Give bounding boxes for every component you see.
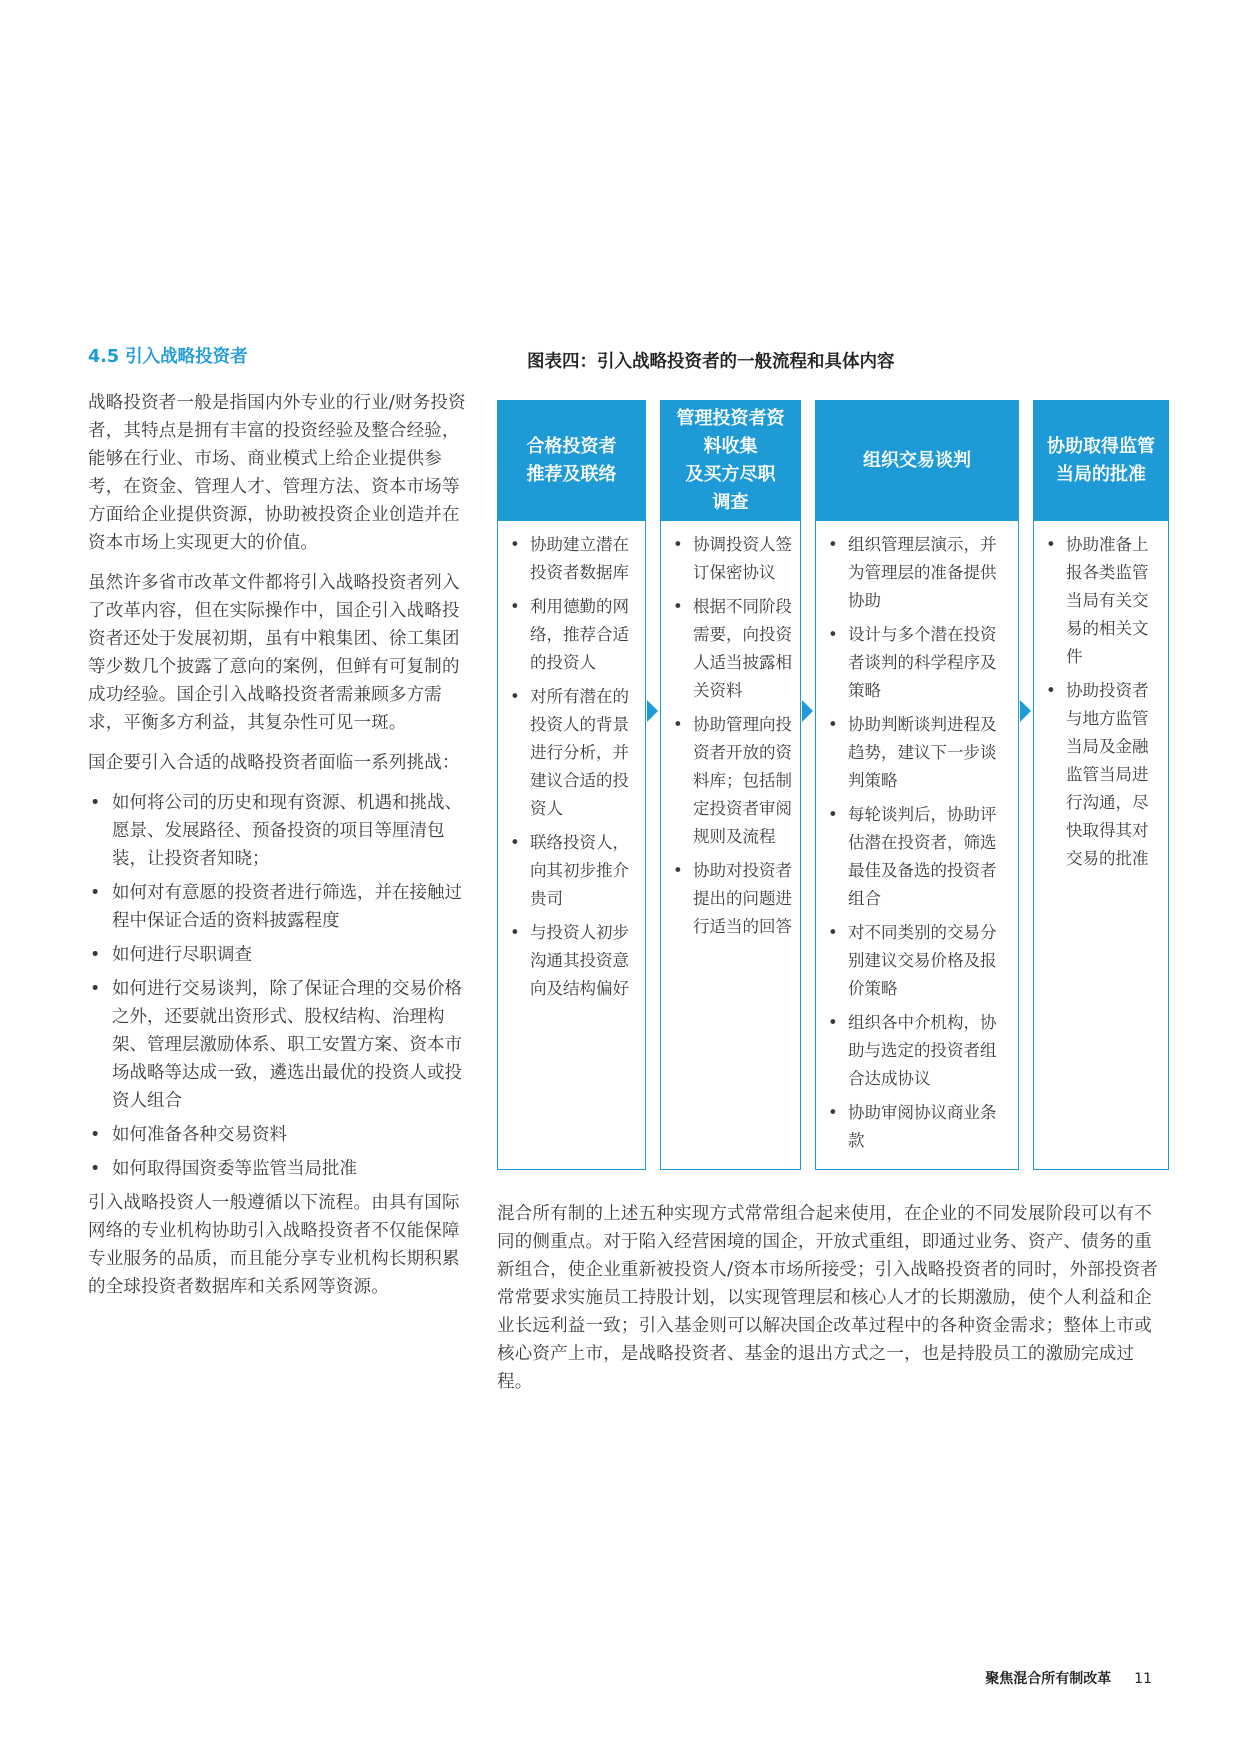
list-item: • 协助对投资者提出的问题进行适当的回答 — [669, 857, 792, 941]
footer-title: 聚焦混合所有制改革 — [985, 1671, 1112, 1687]
list-item: • 如何进行交易谈判，除了保证合理的交易价格之外，还要就出资形式、股权结构、治理构架、管理层激励体系、职工安置方案、资本市场战略等达成一致，遴选出最优的投资人或投资人组合 — [88, 975, 473, 1115]
list-item: • 如何进行尽职调查 — [88, 941, 473, 969]
list-item: • 如何对有意愿的投资者进行筛选，并在接触过程中保证合适的资料披露程度 — [88, 879, 473, 935]
list-item: • 每轮谈判后，协助评估潜在投资者，筛选最佳及备选的投资者组合 — [824, 801, 1010, 913]
list-item: • 对所有潜在的投资人的背景进行分析，并建议合适的投资人 — [506, 683, 637, 823]
process-flow — [497, 400, 1169, 1170]
stage-1-items — [498, 521, 645, 1003]
list-item: • 协助建立潜在投资者数据库 — [506, 531, 637, 587]
list-item: • 协助投资者与地方监管当局及金融监管当局进行沟通，尽快取得其对交易的批准 — [1042, 677, 1160, 873]
list-item: • 对不同类别的交易分别建议交易价格及报价策略 — [824, 919, 1010, 1003]
list-item: • 协助审阅协议商业条款 — [824, 1099, 1010, 1155]
list-item: • 组织管理层演示，并为管理层的准备提供协助 — [824, 531, 1010, 615]
list-item: • 协调投资人签订保密协议 — [669, 531, 792, 587]
flow-arrow-icon — [1020, 700, 1031, 722]
stage-2-header: 管理投资者资 料收集 及买方尽职 调查 — [661, 401, 800, 521]
list-item: • 设计与多个潜在投资者谈判的科学程序及策略 — [824, 621, 1010, 705]
list-item: • 协助准备上报各类监管当局有关交易的相关文件 — [1042, 531, 1160, 671]
section-heading: 4.5 引入战略投资者 — [88, 347, 248, 367]
flow-arrow-icon — [802, 700, 813, 722]
challenges-list — [88, 789, 473, 1183]
stage-4-column — [1033, 400, 1169, 1170]
list-item: • 组织各中介机构，协助与选定的投资者组合达成协议 — [824, 1009, 1010, 1093]
list-item: • 协助管理向投资者开放的资料库；包括制定投资者审阅规则及流程 — [669, 711, 792, 851]
stage-2-items — [661, 521, 800, 941]
stage-2-column — [660, 400, 801, 1170]
flow-arrow-icon — [647, 700, 658, 722]
context-paragraph: 虽然许多省市改革文件都将引入战略投资者列入了改革内容，但在实际操作中，国企引入战略投资者还处于发展初期，虽有中粮集团、徐工集团等少数几个披露了意向的案例，但鲜有可复制的成功经验。国企引入战略投资者需兼顾多方需求，平衡多方利益，其复杂性可见一斑。 — [88, 573, 460, 733]
list-item: • 根据不同阶段需要，向投资人适当披露相关资料 — [669, 593, 792, 705]
page-number: 11 — [1134, 1671, 1152, 1687]
list-item: • 如何将公司的历史和现有资源、机遇和挑战、愿景、发展路径、预备投资的项目等厘清包装，让投资者知晓； — [88, 789, 473, 873]
intro-paragraph: 战略投资者一般是指国内外专业的行业/财务投资者，其特点是拥有丰富的投资经验及整合经验，能够在行业、市场、商业模式上给企业提供参考，在资金、管理人才、管理方法、资本市场等方面给企业提供资源，协助被投资企业创造并在资本市场上实现更大的价值。 — [88, 393, 466, 553]
list-item: • 联络投资人，向其初步推介贵司 — [506, 829, 637, 913]
list-item: • 如何准备各种交易资料 — [88, 1121, 473, 1149]
stage-4-header: 协助取得监管 当局的批准 — [1034, 401, 1168, 521]
stage-1-header: 合格投资者 推荐及联络 — [498, 401, 645, 521]
stage-3-column — [815, 400, 1019, 1170]
closing-paragraph: 引入战略投资人一般遵循以下流程。由具有国际网络的专业机构协助引入战略投资者不仅能保障专业服务的品质，而且能分享专业机构长期积累的全球投资者数据库和关系网等资源。 — [88, 1193, 460, 1297]
list-item: • 协助判断谈判进程及趋势，建议下一步谈判策略 — [824, 711, 1010, 795]
stage-3-header: 组织交易谈判 — [816, 401, 1018, 521]
challenges-intro: 国企要引入合适的战略投资者面临一系列挑战： — [88, 753, 460, 773]
stage-4-items — [1034, 521, 1168, 873]
list-item: • 与投资人初步沟通其投资意向及结构偏好 — [506, 919, 637, 1003]
stage-3-items — [816, 521, 1018, 1155]
figure-title: 图表四：引入战略投资者的一般流程和具体内容 — [527, 352, 895, 372]
page-footer — [985, 1668, 1152, 1688]
summary-paragraph: 混合所有制的上述五种实现方式常常组合起来使用，在企业的不同发展阶段可以有不同的侧重点。对于陷入经营困境的国企，开放式重组，即通过业务、资产、债务的重新组合，使企业重新被投资人/资本市场所接受；引入战略投资者的同时，外部投资者常常要求实施员工持股计划，以实现管理层和核心人才的长期激励，使个人利益和企业长远利益一致；引入基金则可以解决国企改革过程中的各种资金需求；整体上市或核心资产上市，是战略投资者、基金的退出方式之一，也是持股员工的激励完成过程。 — [497, 1204, 1158, 1392]
list-item: • 如何取得国资委等监管当局批准 — [88, 1155, 473, 1183]
left-column — [88, 345, 473, 1313]
list-item: • 利用德勤的网络，推荐合适的投资人 — [506, 593, 637, 677]
stage-1-column — [497, 400, 646, 1170]
